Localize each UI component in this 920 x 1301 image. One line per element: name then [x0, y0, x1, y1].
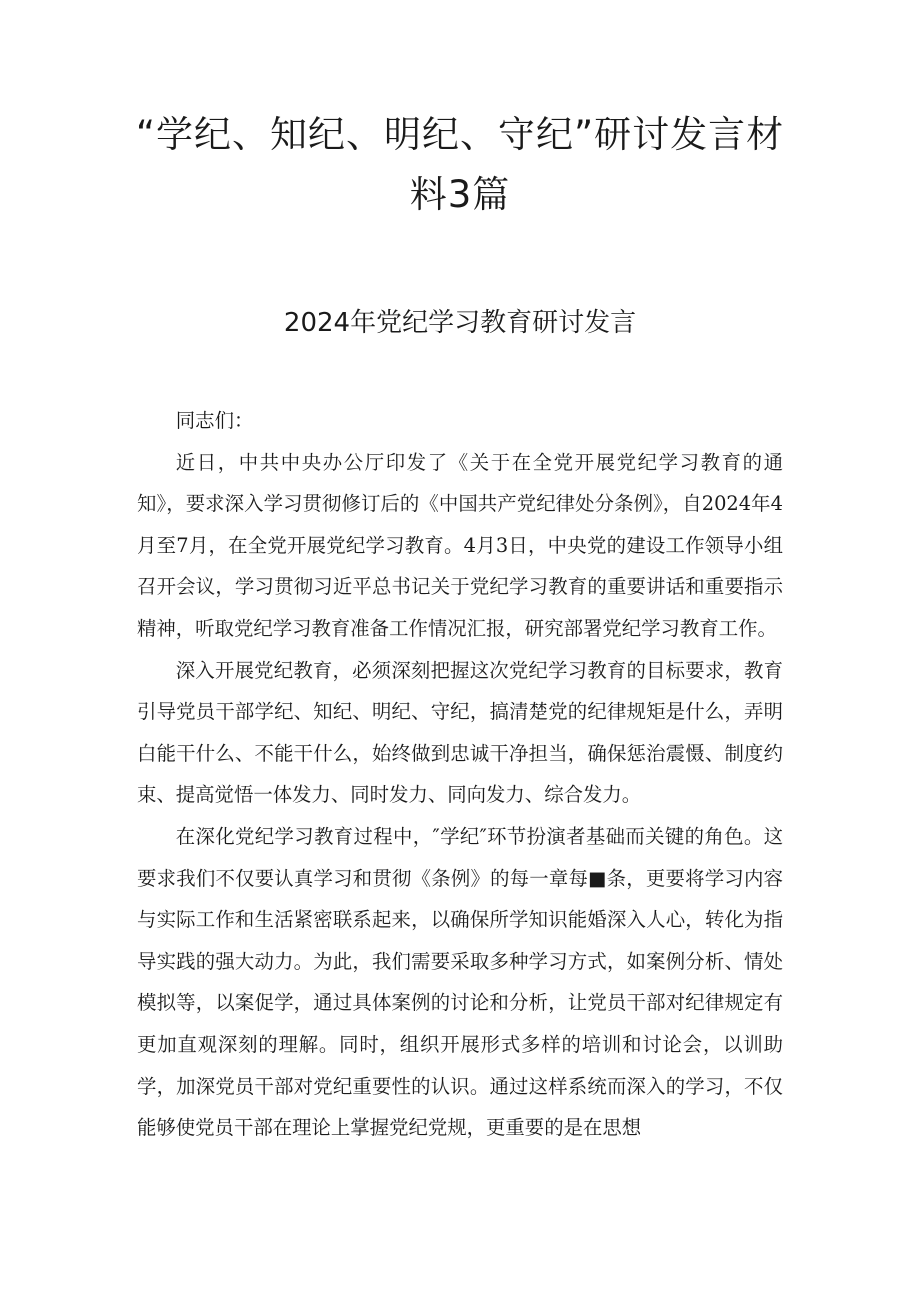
paragraph-3: 在深化党纪学习教育过程中，″学纪″环节扮演者基础而关键的角色。这要求我们不仅要认真学习和贯彻《条例》的每一章每■条，更要将学习内容与实际工作和生活紧密联系起来，以确保所学知识能婚深入人心，转化为指导实践的强大动力。为此，我们需要采取多种学习方式，如案例分析、情处模拟等，以案促学，通过具体案例的讨论和分析，让党员干部对纪律规定有更加直观深刻的理解。同时，组织开展形式多样的培训和讨论会，以训助学，加深党员干部对党纪重要性的认识。通过这样系统而深入的学习，不仅能够使党员干部在理论上掌握党纪党规，更重要的是在思想 — [137, 824, 783, 1140]
section-heading: 2024年党纪学习教育研讨发言 — [283, 308, 637, 338]
document-body — [137, 400, 783, 1149]
paragraph-2: 深入开展党纪教育，必须深刻把握这次党纪学习教育的目标要求，教育引导党员干部学纪、知纪、明纪、守纪，搞清楚党的纪律规矩是什么，弄明白能干什么、不能干什么，始终做到忠诚干净担当，确保惩治震慑、制度约束、提高觉悟一体发力、同时发力、同向发力、综合发力。 — [137, 658, 783, 807]
document-title — [120, 105, 800, 225]
document-title-line-1: “学纪、知纪、明纪、守纪”研讨发言材 — [135, 113, 785, 156]
document-title-line-2: 料3篇 — [409, 173, 511, 216]
salutation: 同志们： — [175, 409, 254, 432]
paragraph-1: 近日，中共中央办公厅印发了《关于在全党开展党纪学习教育的通知》，要求深入学习贯彻修订后的《中国共产党纪律处分条例》，自2024年4月至7月，在全党开展党纪学习教育。4月3日，中央党的建设工作领导小组召开会议，学习贯彻习近平总书记关于党纪学习教育的重要讲话和重要指示精神，听取党纪学习教育准备工作情况汇报，研究部署党纪学习教育工作。 — [137, 450, 783, 640]
